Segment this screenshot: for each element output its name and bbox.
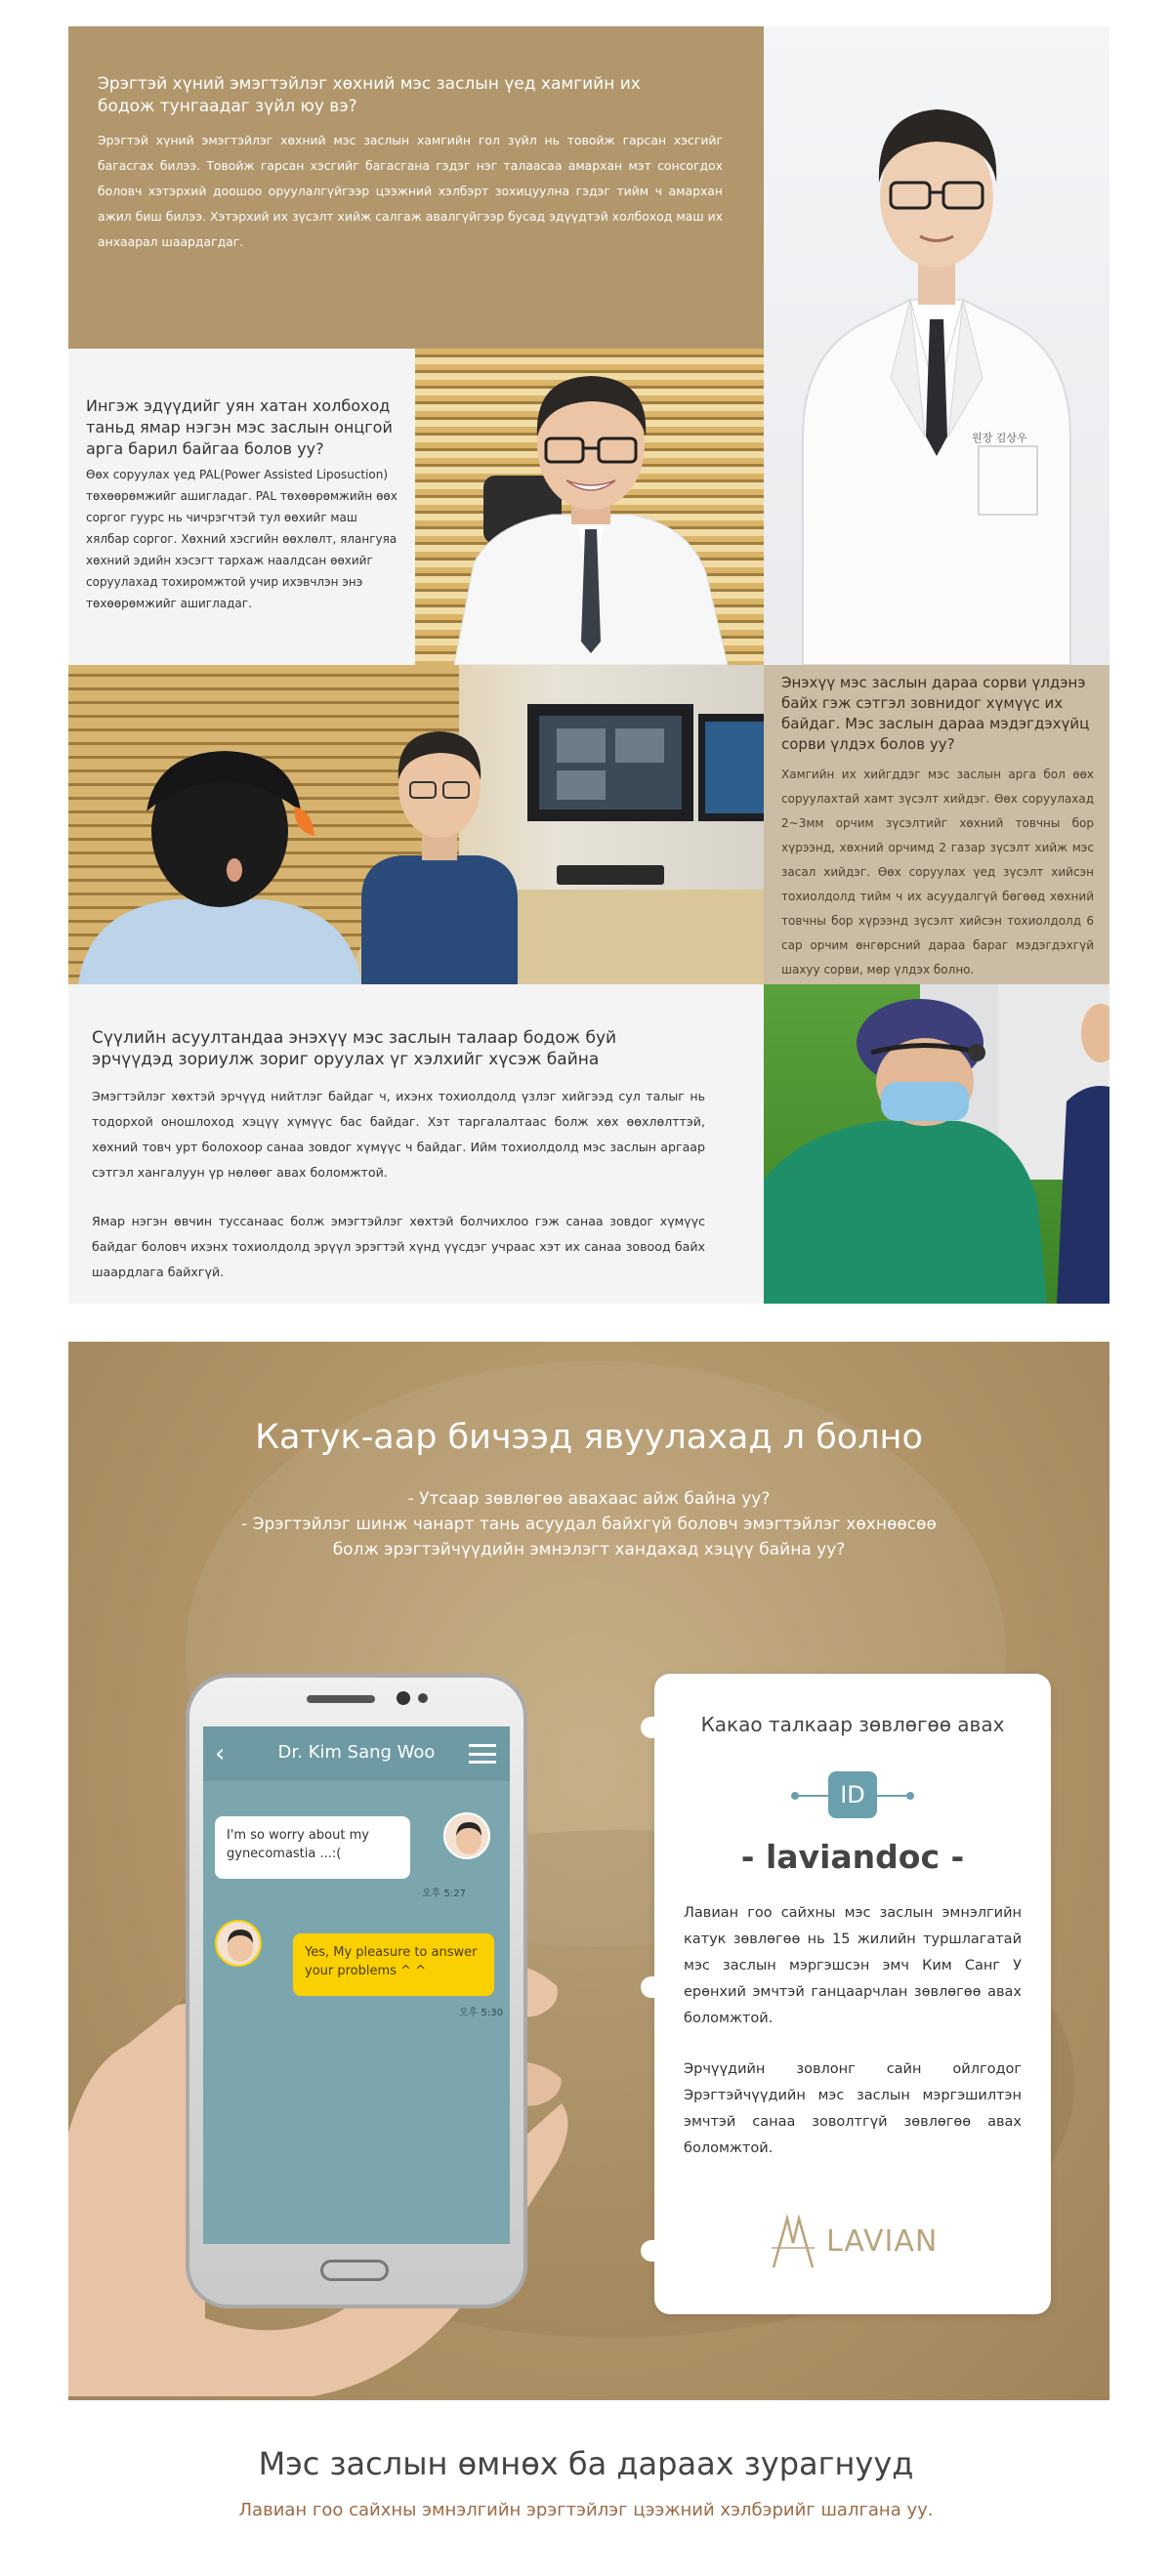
interview-card-2 (68, 349, 415, 665)
katuk-line-2: - Эрэгтэйлэг шинж чанарт тань асуудал байхгүй боловч эмэгтэйлэг хөхнөөсөө (241, 1515, 937, 1534)
kakao-card-para-2: Эрчүүдийн зовлонг сайн ойлгодог Эрэгтэйчүүдийн мэс заслын мэргэшилтэн эмчтэй санаа зоволтгүй зөвлөгөө авах боломжтой. (684, 2061, 1022, 2156)
katuk-title: Катук-аар бичээд явуулахад л болно (255, 1418, 923, 1457)
chat-bubble-outgoing: Yes, My pleasure to answer your problems ^ ^ (293, 1933, 494, 1996)
menu-icon[interactable] (469, 1744, 496, 1764)
consultation-photo (68, 665, 764, 984)
kakao-id-value[interactable]: - laviandoc - (740, 1838, 965, 1876)
lavian-logo-icon (764, 2209, 822, 2277)
card-3-body: Хамгийн их хийгддэг мэс заслын арга бол өөх соруулахтай хамт зүсэлт хийдэг. Өөх соруулахад 2~3мм орчим зүсэлтийг хөхний товчны бор хүрээнд, хөхний орчимд 2 газар зүсэлт хийж мэс засал хийдэг. Өөх соруулах үед зүсэлт хийсэн тохиолдолд тийм ч их асуудалгүй бөгөөд хөхний товчны бор хүрээнд зүсэлт хийсэн тохиолдолд 6 сар орчим өнгөрсний дараа бараг мэдэгдэхгүй шахуу сорви, мөр үлдэх болно. (781, 768, 1094, 976)
card-4-title: Сүүлийн асуултандаа энэхүү мэс заслын талаар бодож буй эрчүүдэд зориулж зориг оруулах үг хэлхийг хүсэж байна (92, 1028, 617, 1069)
phone-camera (397, 1691, 410, 1705)
doctor-portrait-photo (764, 26, 1109, 665)
card-3-title: Энэхүү мэс заслын дараа сорви үлдэнэ байх гэж сэтгэл зовнидог хүмүүс их байдаг. Мэс заслын дараа мэдэгдэхүйц сорви үлдэх болов уу? (781, 674, 1090, 753)
avatar-doctor-right (443, 1812, 490, 1859)
kakao-card-para-1: Лавиан гоо сайхны мэс заслын эмнэлгийн катук зөвлөгөө нь 15 жилийн туршлагатай мэс заслын мэргэшсэн эмч Ким Санг У ерөнхий эмчтэй ганцаарчлан зөвлөгөө авах боломжтой. (684, 1905, 1022, 2026)
avatar-doctor-left (215, 1920, 262, 1967)
phone-screen (203, 1726, 510, 2244)
doctor-smiling-illustration (415, 349, 764, 665)
phone-home-button[interactable] (320, 2260, 389, 2281)
katuk-line-1: - Утсаар зөвлөгөө авахаас айж байна уу? (407, 1489, 771, 1509)
card-2-body: Өөх соруулах үед PAL(Power Assisted Liposuction) төхөөрөмжийг ашигладаг. PAL төхөөрөмжийн өөх соргог гуурс нь чичрэгчтэй тул өөхийг маш хялбар соргог. Хөхний хэсгийн өөхлөлт, ялангуяа хөхний эдийн хэсэгт тархаж наалдсан өөхийг соруулахад тохиромжтой учир ихэвчлэн энэ төхөөрөмжийг ашигладаг. (86, 468, 398, 610)
card-4-body-2: Ямар нэгэн өвчин туссанаас болж эмэгтэйлэг хөхтэй болчихлоо гэж санаа зовдог хүмүүс байдаг боловч ихэнх тохиолдолд эрүүл эрэгтэй хүнд үүсдэг учраас хэт их санаа зовоод байх шаардлага байхгүй. (92, 1214, 705, 1279)
phone-speaker (307, 1695, 375, 1703)
card-1-title: Эрэгтэй хүний эмэгтэйлэг хөхний мэс заслын үед хамгийн их бодож тунгаадаг зүйл юу вэ? (98, 74, 641, 116)
card-notch-bottom (641, 2240, 668, 2262)
interview-card-4 (68, 984, 764, 1304)
lavian-logo-text: LAVIAN (826, 2224, 939, 2259)
card-1-body: Эрэгтэй хүний эмэгтэйлэг хөхний мэс заслын хамгийн гол зүйл нь товойж гарсан хэсгийг багасгах билээ. Товойж гарсан хэсгийг багасгана гэдэг нэг талаасаа амархан мэт сонсогдох боловч хэтэрхий доошоо оруулалгүйгээр цээжний хэлбэрт зохицуулна гэдэг тийм ч амархан ажил биш билээ. Хэтэрхий их зүсэлт хийж салгаж авалгүйгээр бусад эдүүдтэй холбоход маш их анхаарал шаардагдаг. (98, 133, 723, 249)
card-4-body-1: Эмэгтэйлэг хөхтэй эрчүүд нийтлэг байдаг ч, ихэнх тохиолдолд үзлэг хийгээд сул талыг нь тодорхой оношлоход хэцүү хүмүүс бас байдаг. Хэт таргалалтаас болж хөх өөхлөлттэй, хөхний товч урт болохоор санаа зовдог хүмүүс ч байдаг. Ийм тохиолдолд мэс заслын аргаар сэтгэл хангалуун үр нөлөөг авах боломжтой. (92, 1089, 705, 1180)
doctor-portrait-illustration (764, 26, 1109, 665)
doctor-smiling-photo (415, 349, 764, 665)
surgery-illustration (764, 984, 1109, 1304)
consultation-illustration (68, 665, 764, 984)
name-tag: 원장 김상우 (972, 432, 1027, 444)
id-badge-dot-right (906, 1792, 914, 1800)
chat-time-1: 오후 5:27 (422, 1889, 466, 1899)
card-notch-middle (641, 1976, 668, 1998)
interview-card-1 (68, 26, 764, 349)
katuk-section (68, 1342, 1109, 2400)
gallery-subtitle: Лавиан гоо сайхны эмнэлгийн эрэгтэйлэг цээжний хэлбэрийг шалгана уу. (238, 2500, 934, 2520)
interview-card-3 (764, 665, 1109, 984)
kakao-card-title: Какао талкаар зөвлөгөө авах (700, 1713, 1005, 1736)
id-badge: ID (828, 1771, 877, 1818)
katuk-line-3: болж эрэгтэйчүүдийн эмнэлэгт хандахад хэцүү байна уу? (332, 1540, 846, 1559)
chat-header (203, 1726, 510, 1781)
card-2-title: Ингэж эдүүдийг уян хатан холбоход таньд ямар нэгэн мэс заслын онцгой арга барил байгаа болов уу? (86, 396, 393, 458)
chat-time-2: 오후 5:30 (459, 2008, 503, 2018)
gallery-title: Мэс заслын өмнөх ба дараах зурагнууд (258, 2445, 914, 2482)
kakao-consult-card (654, 1674, 1051, 2314)
chat-header-title: Dr. Kim Sang Woo (277, 1742, 436, 1763)
id-badge-dot-left (791, 1792, 799, 1800)
avatar-face-icon-2 (217, 1922, 264, 1969)
back-icon[interactable]: ‹ (215, 1739, 226, 1768)
phone-sensor (418, 1693, 428, 1703)
phone-mockup (186, 1674, 527, 2308)
chat-bubble-incoming: I'm so worry about my gynecomastia ...:( (215, 1816, 410, 1879)
surgery-photo (764, 984, 1109, 1304)
avatar-face-icon (445, 1814, 492, 1861)
